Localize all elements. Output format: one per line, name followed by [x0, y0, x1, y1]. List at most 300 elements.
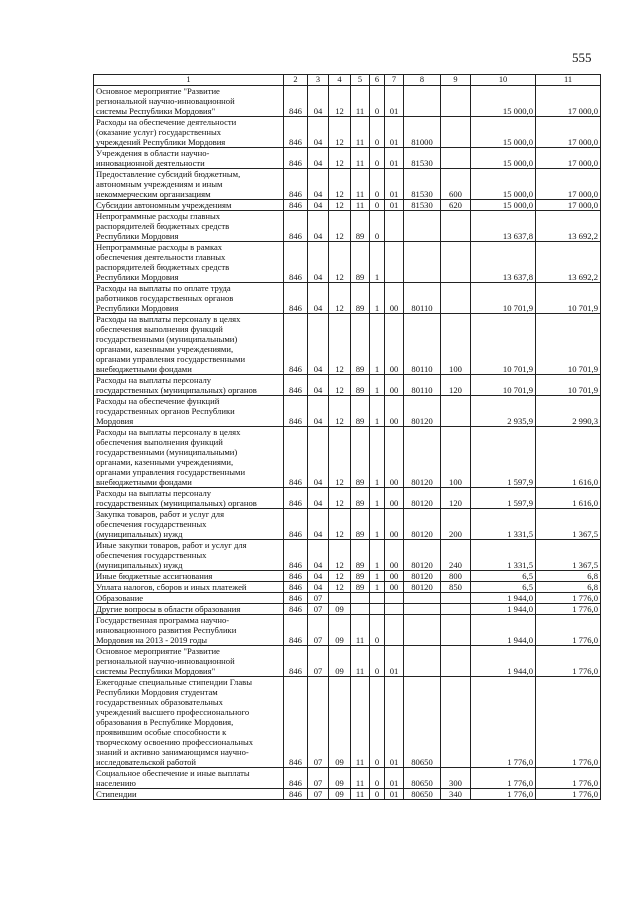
table-row [94, 86, 601, 117]
row-name: Уплата налогов, сборов и иных платежей [94, 582, 284, 593]
section-code: 04 [308, 375, 329, 396]
section-code: 04 [308, 242, 329, 283]
subprogram-code: 0 [370, 86, 385, 117]
expense-type-code: 620 [441, 200, 471, 211]
program-code: 11 [351, 768, 370, 789]
subsection-code: 09 [329, 677, 351, 768]
table-row [94, 789, 601, 800]
table-row [94, 117, 601, 148]
direction-code: 80110 [404, 314, 441, 375]
subsection-code: 12 [329, 509, 351, 540]
direction-code: 81530 [404, 200, 441, 211]
subsection-code: 12 [329, 571, 351, 582]
table-row [94, 677, 601, 768]
program-code: 89 [351, 509, 370, 540]
event-code [385, 211, 404, 242]
table-row [94, 768, 601, 789]
row-name: Стипендии [94, 789, 284, 800]
subprogram-code: 1 [370, 509, 385, 540]
column-header: 6 [370, 75, 385, 86]
expense-type-code [441, 615, 471, 646]
amount-2019: 6,8 [536, 571, 601, 582]
table-row [94, 211, 601, 242]
section-code: 04 [308, 396, 329, 427]
subsection-code: 12 [329, 375, 351, 396]
program-code: 11 [351, 789, 370, 800]
subsection-code: 12 [329, 427, 351, 488]
amount-2018: 6,5 [471, 571, 536, 582]
section-code: 04 [308, 582, 329, 593]
subprogram-code: 0 [370, 615, 385, 646]
budget-table [93, 74, 601, 800]
expense-type-code: 100 [441, 427, 471, 488]
program-code: 11 [351, 200, 370, 211]
event-code: 00 [385, 509, 404, 540]
admin-code: 846 [284, 593, 308, 604]
program-code: 11 [351, 169, 370, 200]
program-code: 89 [351, 540, 370, 571]
direction-code: 80120 [404, 540, 441, 571]
row-name: Основное мероприятие "Развитие региональной научно-инновационной системы Республики Мордовия" [94, 86, 284, 117]
expense-type-code [441, 396, 471, 427]
table-row [94, 242, 601, 283]
program-code: 89 [351, 375, 370, 396]
expense-type-code [441, 117, 471, 148]
subsection-code: 12 [329, 540, 351, 571]
admin-code: 846 [284, 427, 308, 488]
amount-2019: 10 701,9 [536, 283, 601, 314]
event-code: 00 [385, 375, 404, 396]
subsection-code: 12 [329, 211, 351, 242]
expense-type-code [441, 211, 471, 242]
subprogram-code [370, 593, 385, 604]
admin-code: 846 [284, 604, 308, 615]
amount-2019: 1 616,0 [536, 427, 601, 488]
subsection-code: 12 [329, 169, 351, 200]
subprogram-code: 1 [370, 540, 385, 571]
amount-2019: 10 701,9 [536, 375, 601, 396]
row-name: Ежегодные специальные стипендии Главы Республики Мордовия студентам государственных образовательных учреждений высшего профессионального образования в Республике Мордовия, проявившим особые способности к творческому освоению профессиональных знаний и активно занимающимся научно- исследовательской работой [94, 677, 284, 768]
admin-code: 846 [284, 571, 308, 582]
table-row [94, 582, 601, 593]
admin-code: 846 [284, 211, 308, 242]
table-row [94, 509, 601, 540]
subprogram-code: 1 [370, 427, 385, 488]
amount-2018: 15 000,0 [471, 117, 536, 148]
subprogram-code: 1 [370, 283, 385, 314]
event-code: 01 [385, 768, 404, 789]
program-code: 89 [351, 427, 370, 488]
expense-type-code: 120 [441, 375, 471, 396]
row-name: Учреждения в области научно- инновационной деятельности [94, 148, 284, 169]
amount-2019: 1 776,0 [536, 615, 601, 646]
admin-code: 846 [284, 117, 308, 148]
amount-2018: 10 701,9 [471, 375, 536, 396]
program-code [351, 593, 370, 604]
section-code: 04 [308, 117, 329, 148]
amount-2019: 17 000,0 [536, 117, 601, 148]
admin-code: 846 [284, 540, 308, 571]
expense-type-code [441, 677, 471, 768]
row-name: Субсидии автономным учреждениям [94, 200, 284, 211]
row-name: Расходы на обеспечение деятельности (оказание услуг) государственных учреждений Республики Мордовия [94, 117, 284, 148]
subprogram-code: 1 [370, 396, 385, 427]
row-name: Предоставление субсидий бюджетным, автономным учреждениям и иным некоммерческим организациям [94, 169, 284, 200]
event-code: 00 [385, 582, 404, 593]
amount-2019: 1 776,0 [536, 593, 601, 604]
amount-2019: 2 990,3 [536, 396, 601, 427]
amount-2019: 6,8 [536, 582, 601, 593]
expense-type-code [441, 148, 471, 169]
section-code: 04 [308, 169, 329, 200]
program-code: 89 [351, 242, 370, 283]
column-header: 7 [385, 75, 404, 86]
direction-code [404, 604, 441, 615]
table-row [94, 314, 601, 375]
amount-2019: 10 701,9 [536, 314, 601, 375]
table-row [94, 615, 601, 646]
header-row [94, 75, 601, 86]
admin-code: 846 [284, 396, 308, 427]
amount-2019: 1 367,5 [536, 540, 601, 571]
section-code: 04 [308, 314, 329, 375]
direction-code: 80650 [404, 789, 441, 800]
direction-code [404, 86, 441, 117]
table-row [94, 396, 601, 427]
column-header: 8 [404, 75, 441, 86]
table-row [94, 646, 601, 677]
subsection-code: 12 [329, 200, 351, 211]
event-code: 01 [385, 789, 404, 800]
amount-2018: 6,5 [471, 582, 536, 593]
event-code: 01 [385, 169, 404, 200]
column-header: 1 [94, 75, 284, 86]
section-code: 07 [308, 604, 329, 615]
subprogram-code: 1 [370, 314, 385, 375]
subsection-code: 12 [329, 314, 351, 375]
column-header: 5 [351, 75, 370, 86]
direction-code: 80120 [404, 396, 441, 427]
subprogram-code: 1 [370, 571, 385, 582]
admin-code: 846 [284, 789, 308, 800]
page-number: 555 [572, 50, 592, 65]
admin-code: 846 [284, 86, 308, 117]
program-code: 89 [351, 396, 370, 427]
section-code: 04 [308, 148, 329, 169]
event-code: 00 [385, 540, 404, 571]
subprogram-code: 0 [370, 169, 385, 200]
program-code: 89 [351, 211, 370, 242]
budget-table-body [94, 75, 601, 800]
program-code: 89 [351, 283, 370, 314]
amount-2019: 13 692,2 [536, 242, 601, 283]
subsection-code: 09 [329, 615, 351, 646]
subprogram-code: 0 [370, 646, 385, 677]
expense-type-code [441, 646, 471, 677]
expense-type-code: 600 [441, 169, 471, 200]
expense-type-code [441, 242, 471, 283]
subsection-code: 12 [329, 86, 351, 117]
direction-code [404, 211, 441, 242]
section-code: 04 [308, 427, 329, 488]
amount-2019: 17 000,0 [536, 200, 601, 211]
subprogram-code [370, 604, 385, 615]
amount-2018: 10 701,9 [471, 314, 536, 375]
row-name: Иные бюджетные ассигнования [94, 571, 284, 582]
section-code: 04 [308, 540, 329, 571]
program-code: 11 [351, 646, 370, 677]
event-code: 01 [385, 646, 404, 677]
admin-code: 846 [284, 314, 308, 375]
direction-code: 80120 [404, 488, 441, 509]
subprogram-code: 0 [370, 677, 385, 768]
event-code [385, 615, 404, 646]
table-row [94, 571, 601, 582]
row-name: Расходы на обеспечение функций государственных органов Республики Мордовия [94, 396, 284, 427]
subsection-code: 12 [329, 396, 351, 427]
event-code: 00 [385, 314, 404, 375]
row-name: Расходы на выплаты по оплате труда работников государственных органов Республики Мордовия [94, 283, 284, 314]
subprogram-code: 1 [370, 582, 385, 593]
admin-code: 846 [284, 646, 308, 677]
section-code: 07 [308, 646, 329, 677]
subprogram-code: 0 [370, 200, 385, 211]
subsection-code [329, 593, 351, 604]
subprogram-code: 0 [370, 768, 385, 789]
table-row [94, 283, 601, 314]
expense-type-code [441, 283, 471, 314]
event-code: 01 [385, 86, 404, 117]
admin-code: 846 [284, 242, 308, 283]
table-row [94, 593, 601, 604]
admin-code: 846 [284, 375, 308, 396]
expense-type-code: 200 [441, 509, 471, 540]
event-code [385, 604, 404, 615]
admin-code: 846 [284, 488, 308, 509]
section-code: 04 [308, 86, 329, 117]
event-code: 01 [385, 677, 404, 768]
amount-2018: 13 637,8 [471, 211, 536, 242]
expense-type-code: 120 [441, 488, 471, 509]
direction-code: 81530 [404, 169, 441, 200]
amount-2018: 15 000,0 [471, 86, 536, 117]
row-name: Расходы на выплаты персоналу государственных (муниципальных) органов [94, 488, 284, 509]
subsection-code: 12 [329, 283, 351, 314]
admin-code: 846 [284, 677, 308, 768]
subsection-code: 09 [329, 646, 351, 677]
subprogram-code: 0 [370, 148, 385, 169]
admin-code: 846 [284, 615, 308, 646]
direction-code [404, 646, 441, 677]
section-code: 04 [308, 283, 329, 314]
subprogram-code: 1 [370, 242, 385, 283]
event-code: 00 [385, 488, 404, 509]
direction-code: 80120 [404, 427, 441, 488]
subsection-code: 09 [329, 768, 351, 789]
event-code: 00 [385, 427, 404, 488]
expense-type-code: 850 [441, 582, 471, 593]
expense-type-code [441, 604, 471, 615]
amount-2018: 1 944,0 [471, 604, 536, 615]
row-name: Другие вопросы в области образования [94, 604, 284, 615]
amount-2019: 17 000,0 [536, 148, 601, 169]
subprogram-code: 0 [370, 211, 385, 242]
program-code: 89 [351, 571, 370, 582]
section-code: 07 [308, 615, 329, 646]
amount-2018: 15 000,0 [471, 169, 536, 200]
column-header: 10 [471, 75, 536, 86]
subprogram-code: 1 [370, 375, 385, 396]
section-code: 04 [308, 211, 329, 242]
event-code: 00 [385, 283, 404, 314]
event-code: 00 [385, 571, 404, 582]
amount-2018: 1 944,0 [471, 615, 536, 646]
amount-2019: 1 367,5 [536, 509, 601, 540]
subsection-code: 12 [329, 148, 351, 169]
program-code: 11 [351, 615, 370, 646]
section-code: 07 [308, 768, 329, 789]
row-name: Образование [94, 593, 284, 604]
event-code: 00 [385, 396, 404, 427]
expense-type-code: 100 [441, 314, 471, 375]
amount-2019: 1 776,0 [536, 768, 601, 789]
subsection-code: 12 [329, 582, 351, 593]
amount-2018: 1 944,0 [471, 646, 536, 677]
amount-2018: 2 935,9 [471, 396, 536, 427]
subsection-code: 12 [329, 488, 351, 509]
admin-code: 846 [284, 509, 308, 540]
amount-2018: 15 000,0 [471, 148, 536, 169]
expense-type-code: 800 [441, 571, 471, 582]
subprogram-code: 1 [370, 488, 385, 509]
expense-type-code: 300 [441, 768, 471, 789]
amount-2018: 1 597,9 [471, 427, 536, 488]
admin-code: 846 [284, 200, 308, 211]
direction-code: 80120 [404, 509, 441, 540]
expense-type-code [441, 86, 471, 117]
direction-code: 80120 [404, 582, 441, 593]
program-code: 11 [351, 117, 370, 148]
program-code: 89 [351, 582, 370, 593]
admin-code: 846 [284, 148, 308, 169]
amount-2018: 1 776,0 [471, 677, 536, 768]
amount-2018: 15 000,0 [471, 200, 536, 211]
direction-code: 80650 [404, 768, 441, 789]
table-row [94, 148, 601, 169]
direction-code: 81530 [404, 148, 441, 169]
table-row [94, 169, 601, 200]
table-row [94, 375, 601, 396]
amount-2018: 1 776,0 [471, 768, 536, 789]
column-header: 3 [308, 75, 329, 86]
row-name: Расходы на выплаты персоналу в целях обеспечения выполнения функций государственными (муниципальными) органами, казенными учреждениями, органами управления государственными внебюджетными фондами [94, 314, 284, 375]
direction-code: 80110 [404, 375, 441, 396]
program-code [351, 604, 370, 615]
section-code: 07 [308, 677, 329, 768]
event-code: 01 [385, 117, 404, 148]
table-row [94, 427, 601, 488]
expense-type-code [441, 593, 471, 604]
column-header: 11 [536, 75, 601, 86]
row-name: Расходы на выплаты персоналу в целях обеспечения выполнения функций государственными (муниципальными) органами, казенными учреждениями, органами управления государственными внебюджетными фондами [94, 427, 284, 488]
subsection-code: 12 [329, 117, 351, 148]
section-code: 07 [308, 789, 329, 800]
column-header: 2 [284, 75, 308, 86]
program-code: 11 [351, 86, 370, 117]
table-row [94, 604, 601, 615]
direction-code: 80650 [404, 677, 441, 768]
row-name: Основное мероприятие "Развитие региональной научно-инновационной системы Республики Мордовия" [94, 646, 284, 677]
program-code: 89 [351, 488, 370, 509]
direction-code: 80120 [404, 571, 441, 582]
column-header: 4 [329, 75, 351, 86]
amount-2019: 13 692,2 [536, 211, 601, 242]
row-name: Государственная программа научно- инновационного развития Республики Мордовия на 2013 - 2019 годы [94, 615, 284, 646]
row-name: Иные закупки товаров, работ и услуг для обеспечения государственных (муниципальных) нужд [94, 540, 284, 571]
amount-2018: 1 331,5 [471, 509, 536, 540]
amount-2019: 1 776,0 [536, 604, 601, 615]
direction-code: 80110 [404, 283, 441, 314]
section-code: 04 [308, 509, 329, 540]
section-code: 07 [308, 593, 329, 604]
expense-type-code: 240 [441, 540, 471, 571]
amount-2019: 1 776,0 [536, 789, 601, 800]
subsection-code: 09 [329, 789, 351, 800]
admin-code: 846 [284, 582, 308, 593]
table-row [94, 540, 601, 571]
column-header: 9 [441, 75, 471, 86]
event-code [385, 593, 404, 604]
admin-code: 846 [284, 283, 308, 314]
table-row [94, 200, 601, 211]
subprogram-code: 0 [370, 117, 385, 148]
row-name: Закупка товаров, работ и услуг для обеспечения государственных (муниципальных) нужд [94, 509, 284, 540]
amount-2018: 1 776,0 [471, 789, 536, 800]
direction-code [404, 615, 441, 646]
direction-code [404, 242, 441, 283]
amount-2018: 10 701,9 [471, 283, 536, 314]
amount-2018: 1 944,0 [471, 593, 536, 604]
program-code: 11 [351, 677, 370, 768]
subsection-code: 12 [329, 242, 351, 283]
event-code: 01 [385, 200, 404, 211]
expense-type-code: 340 [441, 789, 471, 800]
amount-2018: 1 597,9 [471, 488, 536, 509]
program-code: 89 [351, 314, 370, 375]
row-name: Непрограммные расходы в рамках обеспечения деятельности главных распорядителей бюджетных средств Республики Мордовия [94, 242, 284, 283]
row-name: Расходы на выплаты персоналу государственных (муниципальных) органов [94, 375, 284, 396]
event-code: 01 [385, 148, 404, 169]
amount-2019: 1 616,0 [536, 488, 601, 509]
admin-code: 846 [284, 169, 308, 200]
amount-2019: 17 000,0 [536, 169, 601, 200]
section-code: 04 [308, 488, 329, 509]
amount-2018: 1 331,5 [471, 540, 536, 571]
amount-2019: 17 000,0 [536, 86, 601, 117]
row-name: Социальное обеспечение и иные выплаты населению [94, 768, 284, 789]
subsection-code: 09 [329, 604, 351, 615]
row-name: Непрограммные расходы главных распорядителей бюджетных средств Республики Мордовия [94, 211, 284, 242]
direction-code: 81000 [404, 117, 441, 148]
amount-2019: 1 776,0 [536, 677, 601, 768]
event-code [385, 242, 404, 283]
table-row [94, 488, 601, 509]
subprogram-code: 0 [370, 789, 385, 800]
direction-code [404, 593, 441, 604]
amount-2018: 13 637,8 [471, 242, 536, 283]
program-code: 11 [351, 148, 370, 169]
section-code: 04 [308, 200, 329, 211]
